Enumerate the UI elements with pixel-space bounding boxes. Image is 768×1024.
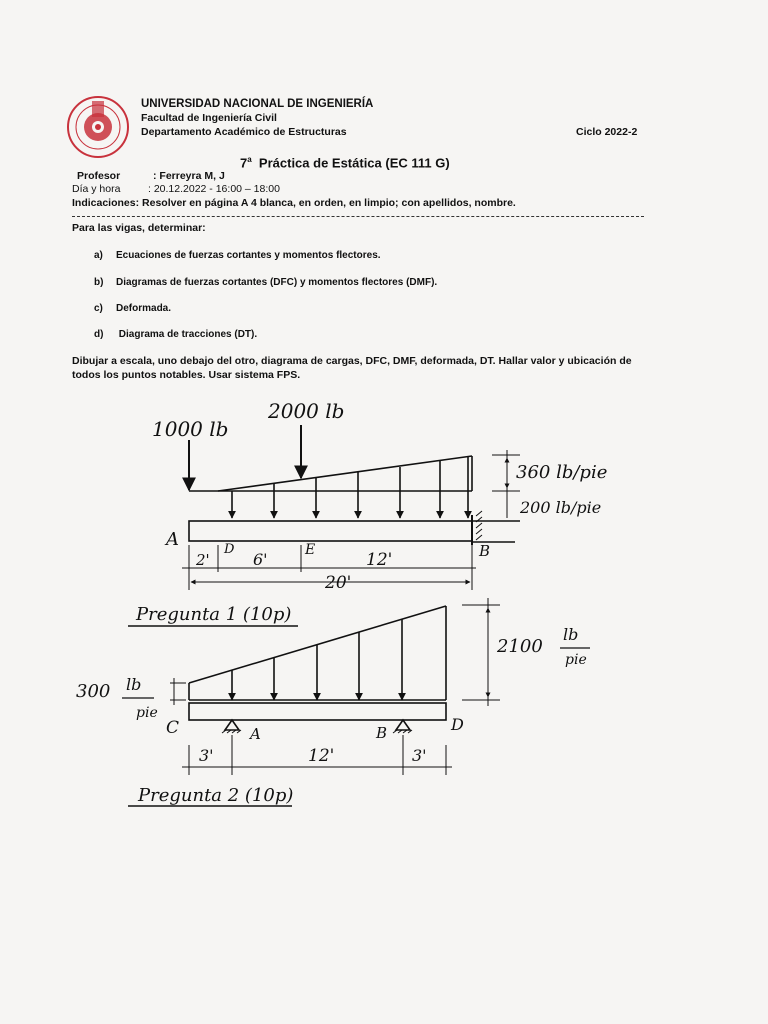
- title-ordinal: a: [247, 155, 252, 164]
- item-letter: c): [94, 303, 103, 314]
- distributed-load-left-unit: lb: [126, 675, 142, 694]
- professor-label: Profesor: [77, 170, 121, 182]
- distributed-load-right-value: 2100: [497, 636, 543, 657]
- dimension-label: 3': [412, 746, 427, 765]
- item-text: Diagrama de tracciones (DT).: [116, 329, 258, 340]
- date-label: Día y hora: [72, 183, 121, 195]
- point-label-c: C: [166, 718, 180, 738]
- point-label-b: B: [376, 724, 388, 742]
- dimension-label: 20': [325, 573, 352, 593]
- title-number: 7: [240, 155, 248, 171]
- point-label-b: B: [479, 542, 491, 560]
- caption-question-2: Pregunta 2 (10p): [138, 785, 294, 806]
- university-name: UNIVERSIDAD NACIONAL DE INGENIERÍA: [141, 98, 374, 110]
- dimension-label: 12': [308, 746, 335, 766]
- point-label-a: A: [166, 529, 179, 550]
- point-label-e: E: [305, 542, 316, 558]
- point-label-a: A: [250, 725, 261, 743]
- faculty-name: Facultad de Ingeniería Civil: [141, 112, 277, 124]
- department-name: Departamento Académico de Estructuras: [141, 126, 347, 138]
- professor-value: : Ferreyra M, J: [153, 170, 225, 182]
- roller-support-b: [396, 720, 410, 730]
- dimension-label: 2': [196, 551, 210, 569]
- distributed-load-base-label: 200 lb/pie: [520, 498, 602, 517]
- point-load-label-e: 2000 lb: [268, 399, 345, 423]
- point-load-label-a: 1000 lb: [152, 417, 229, 441]
- dimension-label: 6': [253, 550, 268, 569]
- instructions-value: Resolver en página A 4 blanca, en orden, en limpio; con apellidos, nombre.: [139, 197, 516, 209]
- intro-text: Para las vigas, determinar:: [72, 222, 206, 234]
- distributed-load-right-unit: lb: [563, 625, 579, 644]
- instructions-label: Indicaciones:: [72, 197, 140, 209]
- cycle-label: Ciclo 2022-2: [576, 126, 638, 138]
- drawing-instructions: Dibujar a escala, uno debajo del otro, diagrama de cargas, DFC, DMF, deformada, DT. Hallar valor y ubicación de todos los puntos notables. Usar sistema FPS.: [72, 355, 632, 381]
- distributed-load-left-value: 300: [76, 681, 111, 702]
- caption-question-1: Pregunta 1 (10p): [136, 604, 292, 625]
- pin-support-a: [225, 720, 239, 730]
- dimension-label: 12': [366, 550, 393, 570]
- distributed-load-top-label: 360 lb/pie: [516, 462, 608, 483]
- distributed-load-right-per: pie: [565, 652, 587, 668]
- item-letter: d): [94, 329, 104, 340]
- item-letter: b): [94, 277, 104, 288]
- title-text: Práctica de Estática (EC 111 G): [258, 155, 450, 171]
- dimension-label: 3': [199, 746, 214, 765]
- point-label-d: D: [451, 715, 464, 734]
- item-text: Diagramas de fuerzas cortantes (DFC) y momentos flectores (DMF).: [116, 277, 438, 288]
- item-letter: a): [94, 250, 103, 261]
- item-text: Ecuaciones de fuerzas cortantes y momentos flectores.: [116, 250, 381, 261]
- point-label-d: D: [224, 542, 235, 557]
- distributed-load-left-per: pie: [136, 705, 158, 721]
- beam-2: [189, 703, 446, 720]
- date-value: : 20.12.2022 - 16:00 – 18:00: [148, 183, 280, 195]
- item-text: Deformada.: [116, 303, 172, 314]
